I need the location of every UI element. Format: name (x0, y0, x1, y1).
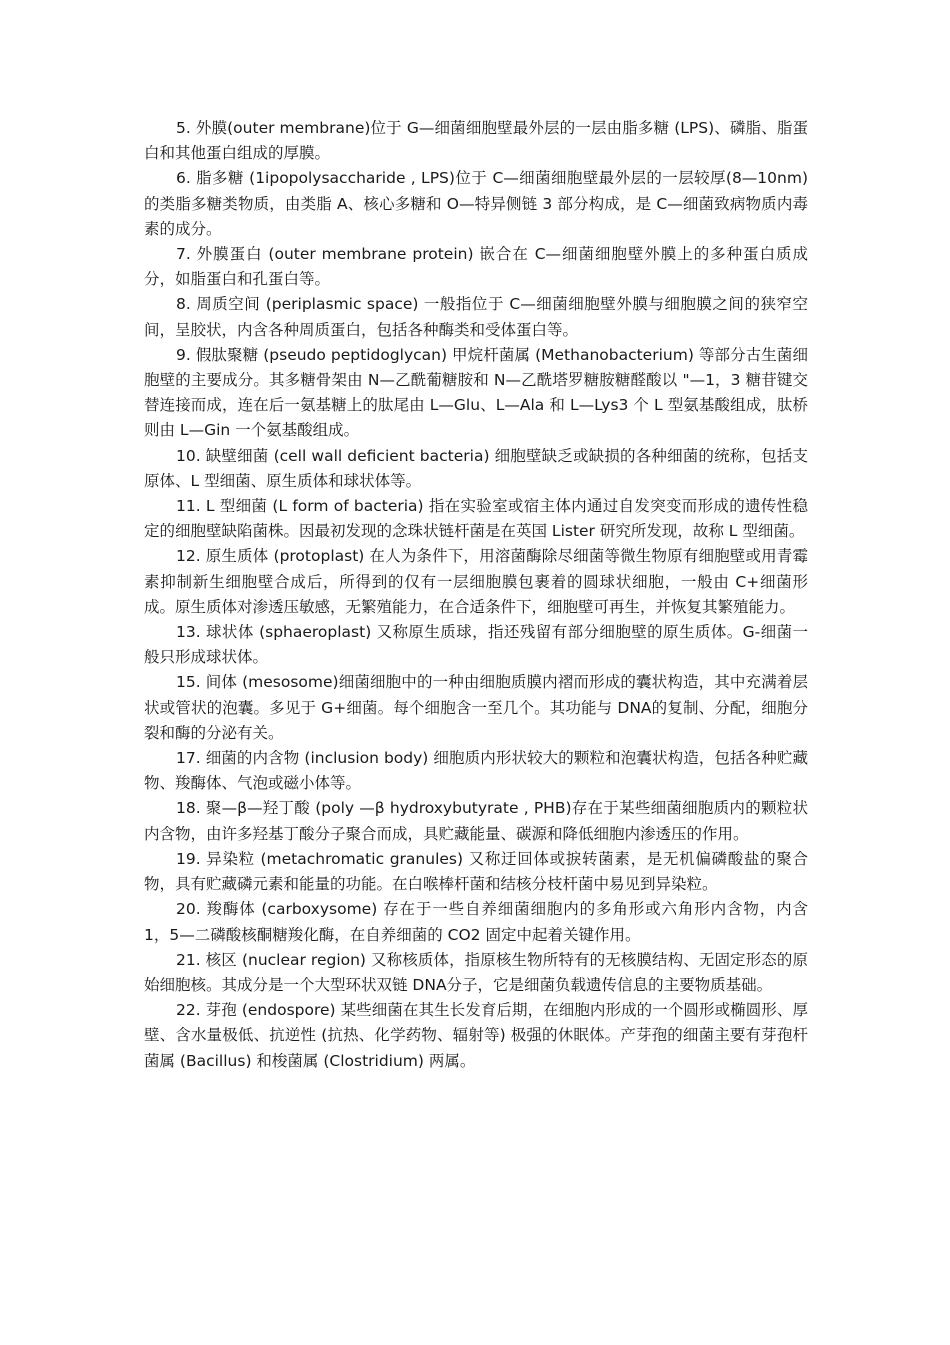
entry-phb: 18. 聚—β—羟丁酸 (poly —β hydroxybutyrate , PHB)存在于某些细菌细胞质内的颗粒状内含物，由许多羟基丁酸分子聚合而成，具贮藏能量、碳源和降低细胞内渗透压的作用。 (144, 799, 808, 843)
entry-outer-membrane: 5. 外膜(outer membrane)位于 G—细菌细胞壁最外层的一层由脂多糖 (LPS)、磷脂、脂蛋白和其他蛋白组成的厚膜。 (144, 119, 808, 163)
entry-inclusion-body: 17. 细菌的内含物 (inclusion body) 细胞质内形状较大的颗粒和泡囊状构造，包括各种贮藏物、羧酶体、气泡或磁小体等。 (144, 749, 808, 793)
entry-l-form-bacteria: 11. L 型细菌 (L form of bacteria) 指在实验室或宿主体内通过自发突变而形成的遗传性稳定的细胞壁缺陷菌株。因最初发现的念珠状链杆菌是在英国 Lister 研究所发现，故称 L 型细菌。 (144, 497, 808, 541)
entry-endospore: 22. 芽孢 (endospore) 某些细菌在其生长发育后期，在细胞内形成的一个圆形或椭圆形、厚壁、含水量极低、抗逆性 (抗热、化学药物、辐射等) 极强的休眠体。产芽孢的细菌主要有芽孢杆菌属 (Bacillus) 和梭菌属 (Clostridium) 两属。 (144, 1001, 808, 1070)
entry-pseudo-peptidoglycan: 9. 假肽聚糖 (pseudo peptidoglycan) 甲烷杆菌属 (Methanobacterium) 等部分古生菌细胞壁的主要成分。其多糖骨架由 N—乙酰葡糖胺和 N—乙酰塔罗糖胺糖醛酸以 "—1，3 糖苷键交替连接而成，连在后一氨基糖上的肽尾由 L—Glu、L—Ala 和 L—Lys3 个 L 型氨基酸组成，肽桥则由 L—Gin 一个氨基酸组成。 (144, 345, 808, 440)
entry-cell-wall-deficient-bacteria: 10. 缺壁细菌 (cell wall deficient bacteria) 细胞壁缺乏或缺损的各种细菌的统称，包括支原体、L 型细菌、原生质体和球状体等。 (144, 446, 808, 490)
entry-metachromatic-granules: 19. 异染粒 (metachromatic granules) 又称迂回体或捩转菌素，是无机偏磷酸盐的聚合物，具有贮藏磷元素和能量的功能。在白喉棒杆菌和结核分枝杆菌中易见到异染粒。 (144, 849, 808, 894)
entry-outer-membrane-protein: 7. 外膜蛋白 (outer membrane protein) 嵌合在 C—细菌细胞壁外膜上的多种蛋白质成分，如脂蛋白和孔蛋白等。 (144, 245, 808, 289)
entry-protoplast: 12. 原生质体 (protoplast) 在人为条件下，用溶菌酶除尽细菌等微生物原有细胞壁或用青霉素抑制新生细胞壁合成后，所得到的仅有一层细胞膜包裹着的圆球状细胞，一般由 C+细菌形成。原生质体对渗透压敏感，无繁殖能力，在合适条件下，细胞壁可再生，并恢复其繁殖能力。 (144, 547, 808, 616)
entry-periplasmic-space: 8. 周质空间 (periplasmic space) 一般指位于 C—细菌细胞壁外膜与细胞膜之间的狭窄空间，呈胶状，内含各种周质蛋白，包括各种酶类和受体蛋白等。 (144, 295, 808, 339)
entry-sphaeroplast: 13. 球状体 (sphaeroplast) 又称原生质球，指还残留有部分细胞壁的原生质体。G-细菌一般只形成球状体。 (144, 623, 808, 667)
glossary-text (144, 116, 808, 1074)
entry-lipopolysaccharide: 6. 脂多糖 (1ipopolysaccharide , LPS)位于 C—细菌细胞壁最外层的一层较厚(8—10nm)的类脂多糖类物质，由类脂 A、核心多糖和 O—特异侧链 3 部分构成，是 C—细菌致病物质内毒素的成分。 (144, 169, 808, 238)
entry-nuclear-region: 21. 核区 (nuclear region) 又称核质体，指原核生物所特有的无核膜结构、无固定形态的原始细胞核。其成分是一个大型环状双链 DNA分子，它是细菌负载遗传信息的主要物质基础。 (144, 950, 808, 994)
entry-carboxysome: 20. 羧酶体 (carboxysome) 存在于一些自养细菌细胞内的多角形或六角形内含物，内含 1，5—二磷酸核酮糖羧化酶，在自养细菌的 CO2 固定中起着关键作用。 (144, 900, 808, 944)
entry-mesosome: 15. 间体 (mesosome)细菌细胞中的一种由细胞质膜内褶而形成的囊状构造，其中充满着层状或管状的泡囊。多见于 G+细菌。每个细胞含一至几个。其功能与 DNA的复制、分配，细胞分裂和酶的分泌有关。 (144, 673, 808, 742)
